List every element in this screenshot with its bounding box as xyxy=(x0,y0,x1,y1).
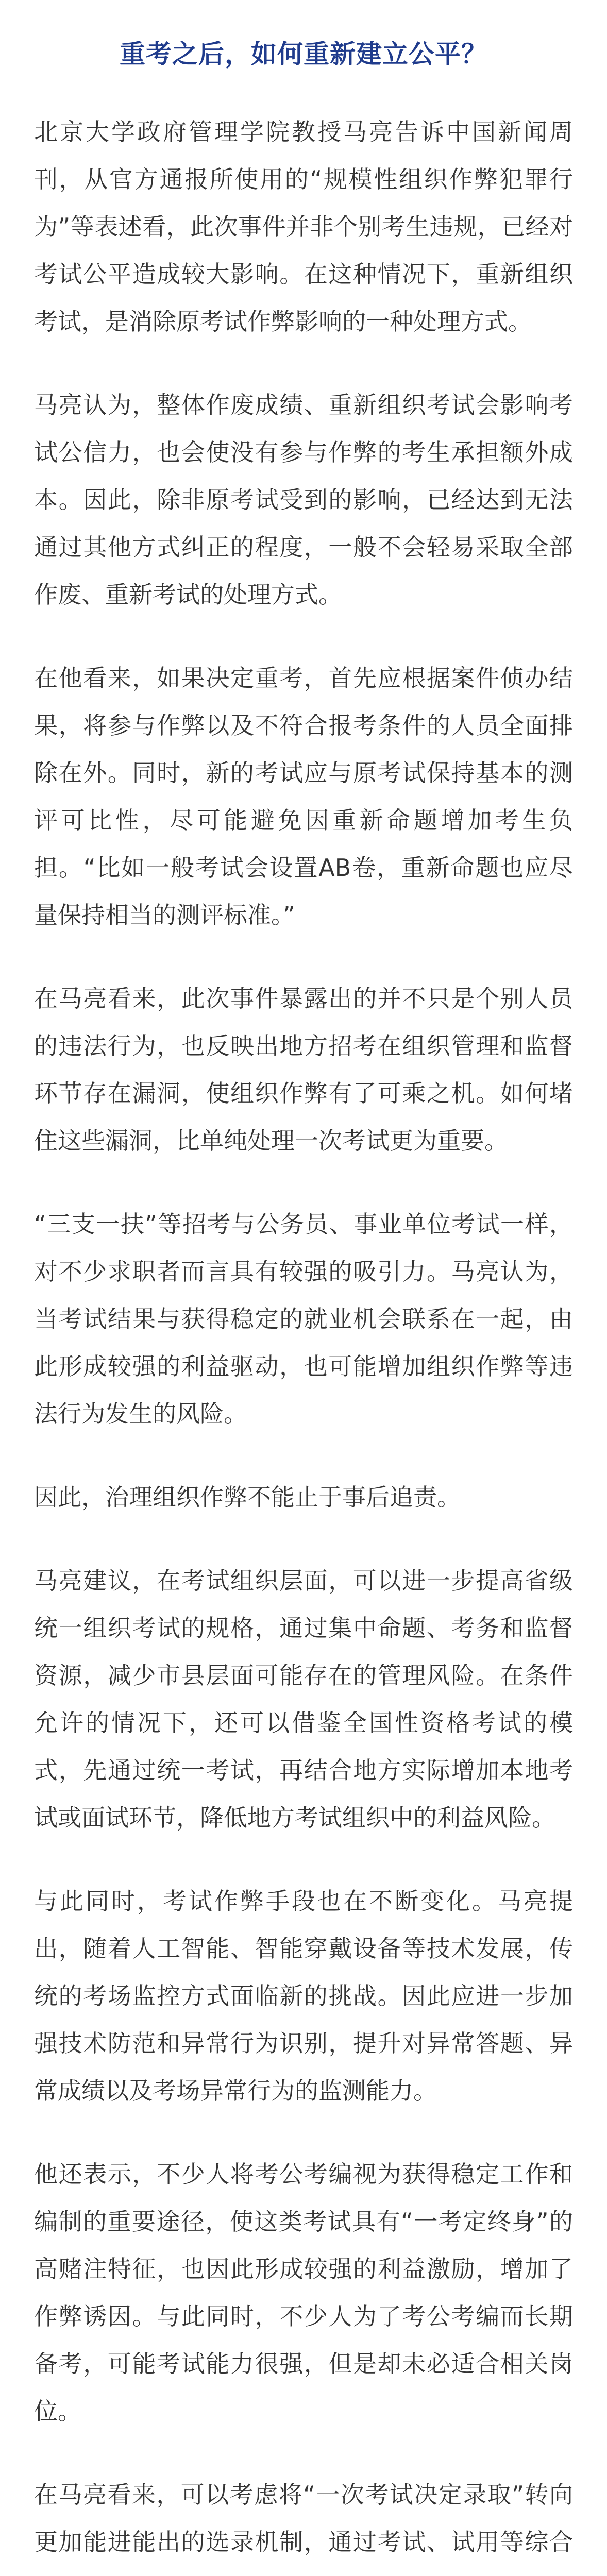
article-paragraph-4: 在马亮看来，此次事件暴露出的并不只是个别人员的违法行为，也反映出地方招考在组织管理和监督环节存在漏洞，使组织作弊有了可乘之机。如何堵住这些漏洞，比单纯处理一次考试更为重要。 xyxy=(34,985,573,1155)
article-paragraph-10: 在马亮看来，可以考虑将“一次考试决定录取”转向更加能进能出的选录机制，通过考试、试用等综合 xyxy=(34,2481,573,2556)
article-title: 重考之后，如何重新建立公平？ xyxy=(120,39,487,69)
article-paragraph-5: “三支一扶”等招考与公务员、事业单位考试一样，对不少求职者而言具有较强的吸引力。马亮认为，当考试结果与获得稳定的就业机会联系在一起，由此形成较强的利益驱动，也可能增加组织作弊等违法行为发生的风险。 xyxy=(34,1210,573,1428)
article-paragraph-7: 马亮建议，在考试组织层面，可以进一步提高省级统一组织考试的规格，通过集中命题、考务和监督资源，减少市县层面可能存在的管理风险。在条件允许的情况下，还可以借鉴全国性资格考试的模式，先通过统一考试，再结合地方实际增加本地考试或面试环节，降低地方考试组织中的利益风险。 xyxy=(34,1567,573,1832)
article-paragraph-1: 北京大学政府管理学院教授马亮告诉中国新闻周刊，从官方通报所使用的“规模性组织作弊犯罪行为”等表述看，此次事件并非个别考生违规，已经对考试公平造成较大影响。在这种情况下，重新组织考试，是消除原考试作弊影响的一种处理方式。 xyxy=(34,118,573,335)
article-paragraph-9: 他还表示，不少人将考公考编视为获得稳定工作和编制的重要途径，使这类考试具有“一考定终身”的高赌注特征，也因此形成较强的利益激励，增加了作弊诱因。与此同时，不少人为了考公考编而长期备考，可能考试能力很强，但是却未必适合相关岗位。 xyxy=(34,2160,573,2425)
article-paragraph-6: 因此，治理组织作弊不能止于事后追责。 xyxy=(34,1483,461,1511)
article xyxy=(34,36,573,2576)
article-paragraph-8: 与此同时，考试作弊手段也在不断变化。马亮提出，随着人工智能、智能穿戴设备等技术发展，传统的考场监控方式面临新的挑战。因此应进一步加强技术防范和异常行为识别，提升对异常答题、异常成绩以及考场异常行为的监测能力。 xyxy=(34,1887,573,2105)
article-paragraph-3: 在他看来，如果决定重考，首先应根据案件侦办结果，将参与作弊以及不符合报考条件的人员全面排除在外。同时，新的考试应与原考试保持基本的测评可比性，尽可能避免因重新命题增加考生负担。“比如一般考试会设置AB卷，重新命题也应尽量保持相当的测评标准。” xyxy=(34,664,573,929)
article-paragraph-2: 马亮认为，整体作废成绩、重新组织考试会影响考试公信力，也会使没有参与作弊的考生承担额外成本。因此，除非原考试受到的影响，已经达到无法通过其他方式纠正的程度，一般不会轻易采取全部作废、重新考试的处理方式。 xyxy=(34,391,573,608)
